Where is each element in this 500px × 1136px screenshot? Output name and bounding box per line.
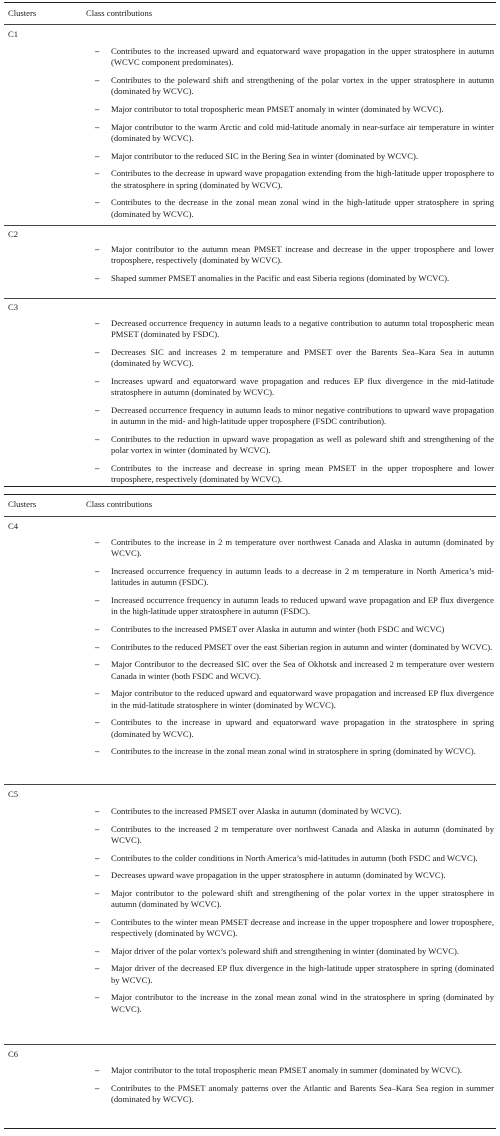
list-item: – Major contributor to the increase in the zonal mean zonal wind in the stratosphere in spring (dominated by WCVC). <box>94 992 494 1015</box>
list-item: – Major driver of the decreased EP flux divergence in the high-latitude upper stratosphere in spring (dominated by WCVC). <box>94 963 494 986</box>
list-item: – Contributes to the increased upward and equatorward wave propagation in the upper stratosphere in autumn (WCVC component predominates). <box>94 46 494 69</box>
list-item: – Shaped summer PMSET anomalies in the Pacific and east Siberia regions (dominated by WCVC). <box>94 273 494 284</box>
list-item: – Major Contributor to the decreased SIC over the Sea of Okhotsk and increased 2 m temperature over western Canada in winter (both FSDC and WCVC). <box>94 659 494 682</box>
list-item: – Contributes to the increased PMSET over Alaska in autumn and winter (both FSDC and WCVC) <box>94 624 494 635</box>
header-clusters: Clusters <box>8 8 37 18</box>
list-item: – Major contributor to total tropospheric mean PMSET anomaly in winter (dominated by WCVC). <box>94 104 494 115</box>
header-rule <box>4 24 496 25</box>
cluster-label-c3: C3 <box>8 302 19 312</box>
cluster-label-c6: C6 <box>8 1049 19 1059</box>
header-clusters: Clusters <box>8 499 37 509</box>
list-item: – Increased occurrence frequency in autumn leads to a decrease in 2 m temperature in North America’s mid-latitudes in autumn (FSDC). <box>94 566 494 589</box>
c5-contribution-list <box>94 806 494 1021</box>
cluster-label-c1: C1 <box>8 29 19 39</box>
list-item: – Decreases SIC and increases 2 m temperature and PMSET over the Barents Sea–Kara Sea in autumn (dominated by WCVC). <box>94 347 494 370</box>
row-separator <box>4 1044 496 1045</box>
list-item: – Contributes to the increase in upward and equatorward wave propagation in the stratosphere in spring (dominated by WCVC). <box>94 717 494 740</box>
table-top-rule <box>4 2 496 3</box>
list-item: – Contributes to the poleward shift and strengthening of the polar vortex in the upper stratosphere in autumn (dominated by WCVC). <box>94 75 494 98</box>
list-item: – Major contributor to the autumn mean PMSET increase and decrease in the upper troposphere and lower troposphere, respectively (dominated by WCVC). <box>94 244 494 267</box>
list-item: – Contributes to the decrease in the zonal mean zonal wind in the high-latitude upper stratosphere in spring (dominated by WCVC). <box>94 197 494 220</box>
list-item: – Major contributor to the reduced SIC in the Bering Sea in winter (dominated by WCVC). <box>94 151 494 162</box>
list-item: – Major contributor to the total tropospheric mean PMSET anomaly in summer (dominated by WCVC). <box>94 1065 494 1076</box>
row-separator <box>4 225 496 226</box>
c6-contribution-list <box>94 1065 494 1112</box>
row-separator <box>4 784 496 785</box>
cluster-label-c2: C2 <box>8 229 19 239</box>
list-item: – Contributes to the colder conditions in North America’s mid-latitudes in autumn (both FSDC and WCVC). <box>94 853 494 864</box>
cluster-label-c4: C4 <box>8 521 19 531</box>
c4-contribution-list <box>94 537 494 764</box>
list-item: – Major driver of the polar vortex’s poleward shift and strengthening in winter (dominated by WCVC). <box>94 946 494 957</box>
list-item: – Contributes to the reduced PMSET over the east Siberian region in autumn and winter (dominated by WCVC). <box>94 642 494 653</box>
header-class-contributions: Class contributions <box>86 499 153 509</box>
list-item: – Contributes to the decrease in upward wave propagation extending from the high-latitude upper troposphere to the stratosphere in spring (dominated by WCVC). <box>94 168 494 191</box>
c2-contribution-list <box>94 244 494 291</box>
table-bottom-rule <box>4 486 496 487</box>
list-item: – Contributes to the increase in 2 m temperature over northwest Canada and Alaska in autumn (dominated by WCVC). <box>94 537 494 560</box>
list-item: – Contributes to the increase in the zonal mean zonal wind in stratosphere in spring (dominated by WCVC). <box>94 746 494 757</box>
table-bottom-rule <box>4 1128 496 1129</box>
list-item: – Contributes to the PMSET anomaly patterns over the Atlantic and Barents Sea–Kara Sea region in summer (dominated by WCVC). <box>94 1083 494 1106</box>
contributions-table-1 <box>4 2 496 488</box>
row-separator <box>4 298 496 299</box>
list-item: – Decreases upward wave propagation in the upper stratosphere in autumn (dominated by WCVC). <box>94 870 494 881</box>
list-item: – Contributes to the increased 2 m temperature over northwest Canada and Alaska in autumn (dominated by WCVC). <box>94 824 494 847</box>
list-item: – Decreased occurrence frequency in autumn leads to a negative contribution to autumn total tropospheric mean PMSET (dominated by FSDC). <box>94 318 494 341</box>
c1-contribution-list <box>94 46 494 226</box>
list-item: – Contributes to the reduction in upward wave propagation as well as poleward shift and strengthening of the polar vortex in winter (dominated by WCVC). <box>94 434 494 457</box>
list-item: – Contributes to the increase and decrease in spring mean PMSET in the upper troposphere and lower troposphere, respectively (dominated by WCVC). <box>94 463 494 486</box>
list-item: – Contributes to the winter mean PMSET decrease and increase in the upper troposphere and lower troposphere, respectively (dominated by WCVC). <box>94 917 494 940</box>
list-item: – Increased occurrence frequency in autumn leads to reduced upward wave propagation and EP flux divergence in the high-latitude upper stratosphere in autumn (FSDC). <box>94 595 494 618</box>
c3-contribution-list <box>94 318 494 492</box>
list-item: – Major contributor to the reduced upward and equatorward wave propagation and increased EP flux divergence in the mid-latitude stratosphere in winter (dominated by WCVC). <box>94 688 494 711</box>
table-top-rule <box>4 494 496 495</box>
list-item: – Contributes to the increased PMSET over Alaska in autumn (dominated by WCVC). <box>94 806 494 817</box>
list-item: – Major contributor to the warm Arctic and cold mid-latitude anomaly in near-surface air temperature in winter (dominated by WCVC). <box>94 122 494 145</box>
list-item: – Major contributor to the poleward shift and strengthening of the polar vortex in the upper stratosphere in autumn (dominated by WCVC). <box>94 888 494 911</box>
list-item: – Increases upward and equatorward wave propagation and reduces EP flux divergence in the mid-latitude stratosphere in autumn (dominated by WCVC). <box>94 376 494 399</box>
contributions-table-2 <box>4 494 496 1132</box>
list-item: – Decreased occurrence frequency in autumn leads to minor negative contributions to upward wave propagation in autumn in the mid- and high-latitude upper troposphere (FSDC contribution). <box>94 405 494 428</box>
cluster-label-c5: C5 <box>8 789 19 799</box>
header-rule <box>4 516 496 517</box>
header-class-contributions: Class contributions <box>86 8 153 18</box>
